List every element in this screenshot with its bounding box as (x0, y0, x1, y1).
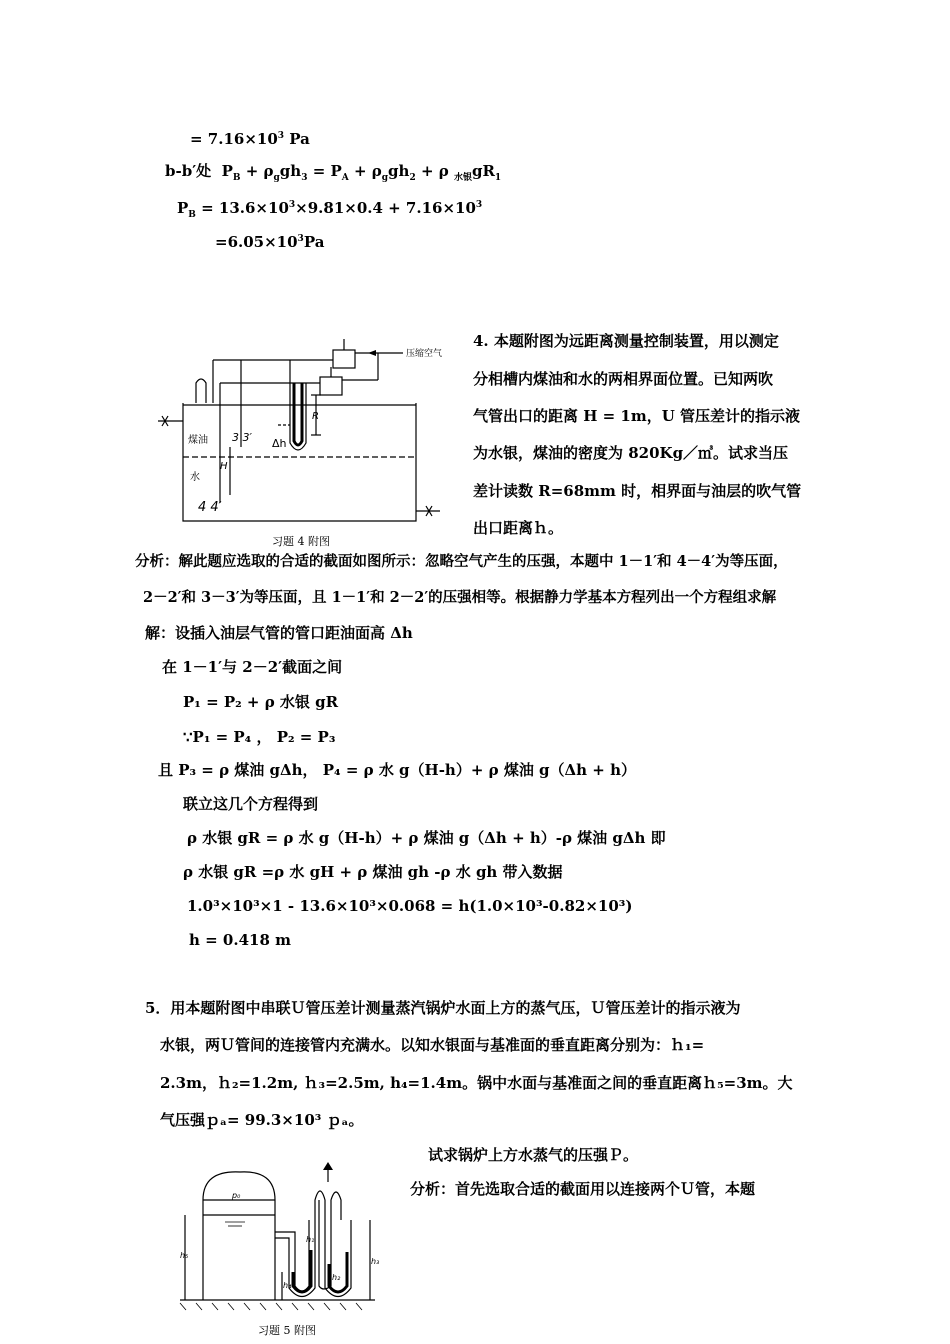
fig5-h5-label: h₅ (180, 1251, 189, 1260)
q4-line-2: 分相槽内煤油和水的两相界面位置。已知两吹 (473, 370, 774, 388)
q4-eq2: ∵P₁ = P₄ ， P₂ = P₃ (183, 728, 336, 746)
q4-line-1: 4. 本题附图为远距离测量控制装置，用以测定 (473, 332, 779, 350)
figure-4-diagram (148, 335, 458, 535)
fig4-33-label: 3 3′ (232, 431, 252, 444)
s3-line1: = $7.16\times 10^3$ Pa (190, 130, 310, 148)
q5-para-1: 5．用本题附图中串联Ｕ管压差计测量蒸汽锅炉水面上方的蒸气压，Ｕ管压差计的指示液为 (145, 999, 741, 1017)
q5-analysis: 分析：首先选取合适的截面用以连接两个Ｕ管，本题 (410, 1180, 756, 1198)
q4-analysis-2: 2－2′和 3－3′为等压面，且 1－1′和 2－2′的压强相等。根据静力学基本方程列出一个方程组求解 (143, 589, 777, 606)
q4-solution: 解：设插入油层气管的管口距油面高 Δh (145, 624, 413, 642)
fig5-h1-label: h₁ (306, 1235, 315, 1244)
fig5-h3-label: h₃ (371, 1257, 380, 1266)
q4-line-5: 差计读数 R=68mm 时，相界面与油层的吹气管 (473, 482, 802, 500)
q5-para-3: 2.3m，ｈ₂=1.2m, ｈ₃=2.5m, h₄=1.4m。锅中水面与基准面之间的垂直距离ｈ₅=3m。大 (160, 1074, 793, 1092)
q4-line-4: 为水银，煤油的密度为 820Kg／㎥。试求当压 (473, 444, 789, 462)
q4-eq4: ρ 水银 gR = ρ 水 g（H-h）+ ρ 煤油 g（Δh + h）-ρ 煤油 gΔh 即 (187, 829, 666, 847)
q4-eq5: ρ 水银 gR =ρ 水 gH + ρ 煤油 gh -ρ 水 gh 带入数据 (183, 863, 563, 881)
s3-line3: $P_B = 13.6\times 10^3\times 9.81\times 0.4 + 7.16\times 10^3$ (177, 199, 483, 220)
fig4-dh-label: Δh (272, 437, 287, 450)
fig4-44-label: 4 4′ (198, 500, 222, 515)
fig5-h4-label: h₄ (283, 1281, 292, 1290)
q4-analysis-1: 分析：解此题应选取的合适的截面如图所示：忽略空气产生的压强，本题中 1－1′和 4－4′为等压面， (135, 553, 788, 570)
q5-ask: 试求锅炉上方水蒸气的压强Ｐ。 (428, 1146, 639, 1164)
figure-5-caption: 习题 5 附图 (258, 1324, 316, 1337)
q4-eq6: 1.0³×10³×1 - 13.6×10³×0.068 = h(1.0×10³-0.82×10³) (187, 897, 633, 915)
q4-eq1: P₁ = P₂ + ρ 水银 gR (183, 693, 339, 711)
fig4-R-label: R (312, 411, 319, 422)
figure-4-caption: 习题 4 附图 (272, 535, 330, 548)
fig4-air-label: 压缩空气 (406, 349, 443, 359)
q4-combine: 联立这几个方程得到 (183, 795, 319, 813)
fig5-h2-label: h₂ (332, 1273, 341, 1282)
s3-line4: $=6.05\times 10^3Pa$ (215, 233, 325, 251)
q5-para-4: 气压强ｐₐ= 99.3×10³ ｐₐ。 (160, 1111, 364, 1129)
q5-para-2: 水银，两Ｕ管间的连接管内充满水。以知水银面与基准面的垂直距离分别为：ｈ₁= (160, 1036, 705, 1054)
q4-eq3: 且 P₃ = ρ 煤油 gΔh， P₄ = ρ 水 g（H-h）+ ρ 煤油 g（Δh + h） (158, 761, 636, 779)
fig4-oil-label: 煤油 (188, 435, 208, 446)
fig5-p0-label: p₀ (232, 1191, 241, 1200)
q4-eq7: h = 0.418 m (189, 931, 291, 949)
q4-between: 在 1－1′与 2－2′截面之间 (162, 658, 343, 676)
s3-line2: b-b′处 $P_B + \rho_ggh_3 = P_A + \rho_ggh_2 + \rho$ $_{水银}gR_1$ (165, 162, 502, 183)
q4-line-6: 出口距离ｈ。 (473, 519, 564, 537)
q4-line-3: 气管出口的距离 H = 1m，U 管压差计的指示液 (473, 407, 801, 425)
fig4-water-label: 水 (190, 472, 200, 483)
fig4-H-label: H (220, 461, 228, 472)
figure-5-diagram (170, 1160, 390, 1320)
